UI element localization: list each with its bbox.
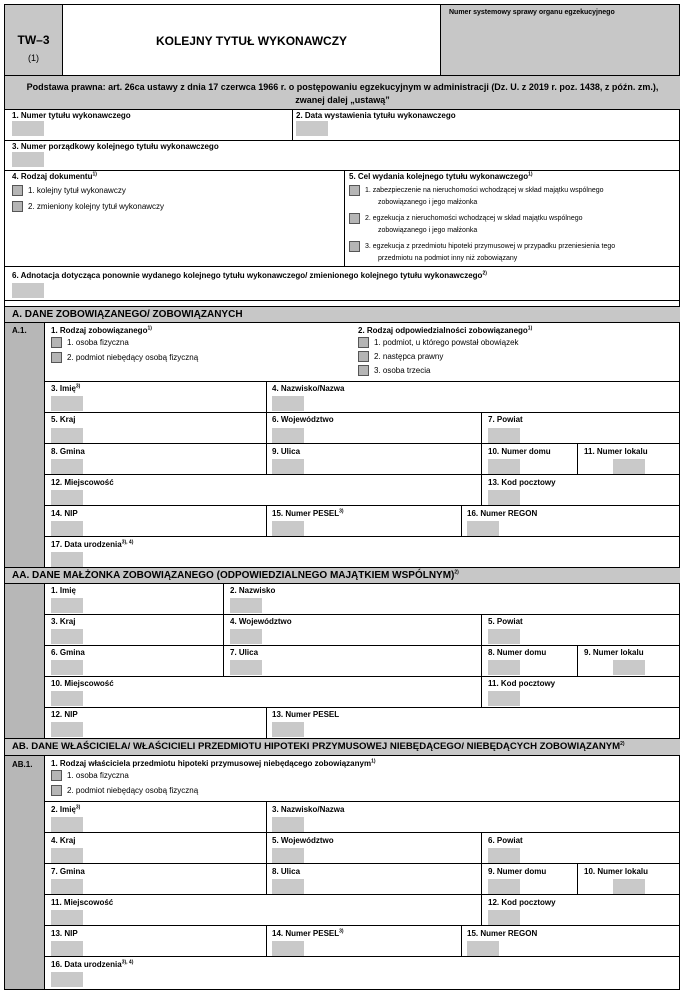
ab-field-10-input[interactable] <box>613 879 645 894</box>
ab-field-16-input[interactable] <box>51 972 83 987</box>
aa-field-1-input[interactable] <box>51 598 83 613</box>
aa-field-7-label: 7. Ulica <box>230 648 259 657</box>
a-liability-option-2: 2. następca prawny <box>374 352 444 361</box>
a-field-15-input[interactable] <box>272 521 304 536</box>
aa-field-4-input[interactable] <box>230 629 262 644</box>
aa-field-4-label: 4. Województwo <box>230 617 292 626</box>
section-aa-sidebar <box>5 584 44 738</box>
doc-type-checkbox-2[interactable] <box>12 201 23 212</box>
ab-field-7-label: 7. Gmina <box>51 867 85 876</box>
field-3-input[interactable] <box>12 152 44 167</box>
ab-field-9-label: 9. Numer domu <box>488 867 547 876</box>
ab-field-16-label: 16. Data urodzenia$^{3), 4)}$ <box>51 959 134 969</box>
ab-field-12-label: 12. Kod pocztowy <box>488 898 556 907</box>
aa-field-6-label: 6. Gmina <box>51 648 85 657</box>
a-field-12-label: 12. Miejscowość <box>51 478 114 487</box>
a-liability-option-1: 1. podmiot, u którego powstał obowiązek <box>374 338 519 347</box>
purpose-option-2-line1: 2. egzekucja z nieruchomości wchodzącej w skład majątku wspólnego <box>365 215 583 222</box>
a-field-1-label: 1. Rodzaj zobowiązanego$^{1)}$ <box>51 325 152 335</box>
field-6-input[interactable] <box>12 283 44 298</box>
a-obligor-type-checkbox-1[interactable] <box>51 337 62 348</box>
aa-field-2-label: 2. Nazwisko <box>230 586 276 595</box>
ab-field-7-input[interactable] <box>51 879 83 894</box>
aa-field-9-input[interactable] <box>613 660 645 675</box>
a-field-12-input[interactable] <box>51 490 83 505</box>
ab-owner-type-checkbox-1[interactable] <box>51 770 62 781</box>
a-field-9-label: 9. Ulica <box>272 447 301 456</box>
ab-field-2-label: 2. Imię$^{3)}$ <box>51 804 81 814</box>
ab-owner-type-checkbox-2[interactable] <box>51 785 62 796</box>
aa-field-6-input[interactable] <box>51 660 83 675</box>
section-a-row-label: A.1. <box>12 326 27 335</box>
case-number-label: Numer systemowy sprawy organu egzekucyjnego <box>449 9 615 16</box>
aa-field-7-input[interactable] <box>230 660 262 675</box>
form-title: KOLEJNY TYTUŁ WYKONAWCZY <box>155 34 348 48</box>
ab-field-15-input[interactable] <box>467 941 499 956</box>
ab-field-2-input[interactable] <box>51 817 83 832</box>
section-ab-sidebar <box>5 756 44 989</box>
ab-field-12-input[interactable] <box>488 910 520 925</box>
a-field-8-input[interactable] <box>51 459 83 474</box>
aa-field-8-label: 8. Numer domu <box>488 648 547 657</box>
aa-field-13-input[interactable] <box>272 722 304 737</box>
ab-field-5-label: 5. Województwo <box>272 836 334 845</box>
legal-basis-line1: Podstawa prawna: art. 26ca ustawy z dnia 17 czerwca 1966 r. o postępowaniu egzekucyjnym w administracji (Dz. U. z 2019 r. poz. 1438, z późn. zm.), <box>26 82 659 92</box>
purpose-option-3-line2: przedmiotu na podmiot inny niż zobowiązany <box>378 255 518 262</box>
ab-field-11-input[interactable] <box>51 910 83 925</box>
purpose-option-3-line1: 3. egzekucja z przedmiotu hipoteki przymusowej w przypadku przeniesienia tego <box>365 243 616 250</box>
a-obligor-type-option-1: 1. osoba fizyczna <box>67 338 129 347</box>
a-obligor-type-option-2: 2. podmiot niebędący osobą fizyczną <box>67 353 199 362</box>
field-4-label: 4. Rodzaj dokumentu$^{1)}$ <box>12 171 97 181</box>
aa-field-1-label: 1. Imię <box>51 586 76 595</box>
purpose-checkbox-1[interactable] <box>349 185 360 196</box>
a-field-10-input[interactable] <box>488 459 520 474</box>
a-field-13-input[interactable] <box>488 490 520 505</box>
aa-field-8-input[interactable] <box>488 660 520 675</box>
doc-type-checkbox-1[interactable] <box>12 185 23 196</box>
a-field-4-input[interactable] <box>272 396 304 411</box>
ab-field-8-label: 8. Ulica <box>272 867 301 876</box>
a-field-3-label: 3. Imię$^{3)}$ <box>51 383 81 393</box>
a-field-4-label: 4. Nazwisko/Nazwa <box>272 384 345 393</box>
aa-field-10-label: 10. Miejscowość <box>51 679 114 688</box>
aa-field-9-label: 9. Numer lokalu <box>584 648 644 657</box>
aa-field-11-label: 11. Kod pocztowy <box>488 679 556 688</box>
a-field-8-label: 8. Gmina <box>51 447 85 456</box>
aa-field-11-input[interactable] <box>488 691 520 706</box>
a-liability-option-3: 3. osoba trzecia <box>374 366 431 375</box>
doc-type-option-2: 2. zmieniony kolejny tytuł wykonawczy <box>28 202 165 211</box>
a-field-13-label: 13. Kod pocztowy <box>488 478 556 487</box>
ab-field-6-input[interactable] <box>488 848 520 863</box>
a-field-5-input[interactable] <box>51 428 83 443</box>
a-liability-checkbox-3[interactable] <box>358 365 369 376</box>
a-field-11-label: 11. Numer lokalu <box>584 447 648 456</box>
ab-field-8-input[interactable] <box>272 879 304 894</box>
aa-field-12-input[interactable] <box>51 722 83 737</box>
aa-field-3-input[interactable] <box>51 629 83 644</box>
aa-field-3-label: 3. Kraj <box>51 617 76 626</box>
a-field-7-label: 7. Powiat <box>488 415 523 424</box>
field-2-label: 2. Data wystawienia tytułu wykonawczego <box>296 111 456 120</box>
ab-owner-type-option-1: 1. osoba fizyczna <box>67 771 129 780</box>
section-aa-title: AA. DANE MAŁŻONKA ZOBOWIĄZANEGO (ODPOWIEDZIALNEGO MAJĄTKIEM WSPÓLNYM)$^{2)}$ <box>12 569 459 581</box>
form-version: (1) <box>28 53 39 63</box>
a-field-6-input[interactable] <box>272 428 304 443</box>
purpose-option-2-line2: zobowiązanego i jego małżonka <box>378 227 478 234</box>
a-field-14-input[interactable] <box>51 521 83 536</box>
a-liability-checkbox-2[interactable] <box>358 351 369 362</box>
purpose-option-1-line2: zobowiązanego i jego małżonka <box>378 199 478 206</box>
a-field-6-label: 6. Województwo <box>272 415 334 424</box>
field-1-input[interactable] <box>12 121 44 136</box>
purpose-checkbox-2[interactable] <box>349 213 360 224</box>
section-a-title: A. DANE ZOBOWIĄZANEGO/ ZOBOWIĄZANYCH <box>12 309 243 320</box>
ab-field-14-input[interactable] <box>272 941 304 956</box>
ab-field-9-input[interactable] <box>488 879 520 894</box>
ab-field-13-label: 13. NIP <box>51 929 78 938</box>
a-field-9-input[interactable] <box>272 459 304 474</box>
a-field-17-input[interactable] <box>51 552 83 567</box>
section-a-sidebar <box>5 323 44 567</box>
purpose-checkbox-3[interactable] <box>349 241 360 252</box>
ab-owner-type-option-2: 2. podmiot niebędący osobą fizyczną <box>67 786 199 795</box>
a-liability-checkbox-1[interactable] <box>358 337 369 348</box>
ab-field-14-label: 14. Numer PESEL$^{3)}$ <box>272 928 344 938</box>
field-2-input[interactable] <box>296 121 328 136</box>
a-field-10-label: 10. Numer domu <box>488 447 551 456</box>
a-field-17-label: 17. Data urodzenia$^{3), 4)}$ <box>51 539 134 549</box>
a-field-3-input[interactable] <box>51 396 83 411</box>
ab-field-13-input[interactable] <box>51 941 83 956</box>
aa-field-5-input[interactable] <box>488 629 520 644</box>
section-ab-row-label: AB.1. <box>12 760 33 769</box>
ab-field-4-input[interactable] <box>51 848 83 863</box>
a-field-14-label: 14. NIP <box>51 509 78 518</box>
a-field-11-input[interactable] <box>613 459 645 474</box>
legal-basis-line2: zwanej dalej „ustawą” <box>295 95 390 105</box>
a-field-16-input[interactable] <box>467 521 499 536</box>
ab-field-11-label: 11. Miejscowość <box>51 898 114 907</box>
ab-field-10-label: 10. Numer lokalu <box>584 867 649 876</box>
doc-type-option-1: 1. kolejny tytuł wykonawczy <box>28 186 126 195</box>
form-code: TW–3 <box>17 33 50 47</box>
ab-field-3-input[interactable] <box>272 817 304 832</box>
ab-field-5-input[interactable] <box>272 848 304 863</box>
field-3-label: 3. Numer porządkowy kolejnego tytułu wykonawczego <box>12 142 219 151</box>
ab-field-1-label: 1. Rodzaj właściciela przedmiotu hipoteki przymusowej niebędącego zobowiązanym$^{1)}$ <box>51 758 376 768</box>
a-obligor-type-checkbox-2[interactable] <box>51 352 62 363</box>
a-field-5-label: 5. Kraj <box>51 415 76 424</box>
ab-field-15-label: 15. Numer REGON <box>467 929 538 938</box>
a-field-7-input[interactable] <box>488 428 520 443</box>
section-ab-title: AB. DANE WŁAŚCICIELA/ WŁAŚCICIELI PRZEDMIOTU HIPOTEKI PRZYMUSOWEJ NIEBĘDĄCEGO/ NIEBĘDĄCYCH ZOBOWIĄZANYM$^{2)}$ <box>12 740 625 752</box>
ab-field-3-label: 3. Nazwisko/Nazwa <box>272 805 345 814</box>
aa-field-2-input[interactable] <box>230 598 262 613</box>
aa-field-5-label: 5. Powiat <box>488 617 523 626</box>
ab-field-6-label: 6. Powiat <box>488 836 523 845</box>
ab-field-4-label: 4. Kraj <box>51 836 76 845</box>
field-1-label: 1. Numer tytułu wykonawczego <box>12 111 131 120</box>
a-field-15-label: 15. Numer PESEL$^{3)}$ <box>272 508 344 518</box>
aa-field-10-input[interactable] <box>51 691 83 706</box>
aa-field-12-label: 12. NIP <box>51 710 78 719</box>
field-6-label: 6. Adnotacja dotycząca ponownie wydanego kolejnego tytułu wykonawczego/ zmienionego kolejnego tytułu wykonawczego$^{2)}$ <box>12 270 487 280</box>
purpose-option-1-line1: 1. zabezpieczenie na nieruchomości wchodzącej w skład majątku wspólnego <box>365 187 604 194</box>
a-field-2-label: 2. Rodzaj odpowiedzialności zobowiązanego$^{1)}$ <box>358 325 533 335</box>
a-field-16-label: 16. Numer REGON <box>467 509 538 518</box>
field-5-label: 5. Cel wydania kolejnego tytułu wykonawczego$^{1)}$ <box>349 171 533 181</box>
aa-field-13-label: 13. Numer PESEL <box>272 710 340 719</box>
